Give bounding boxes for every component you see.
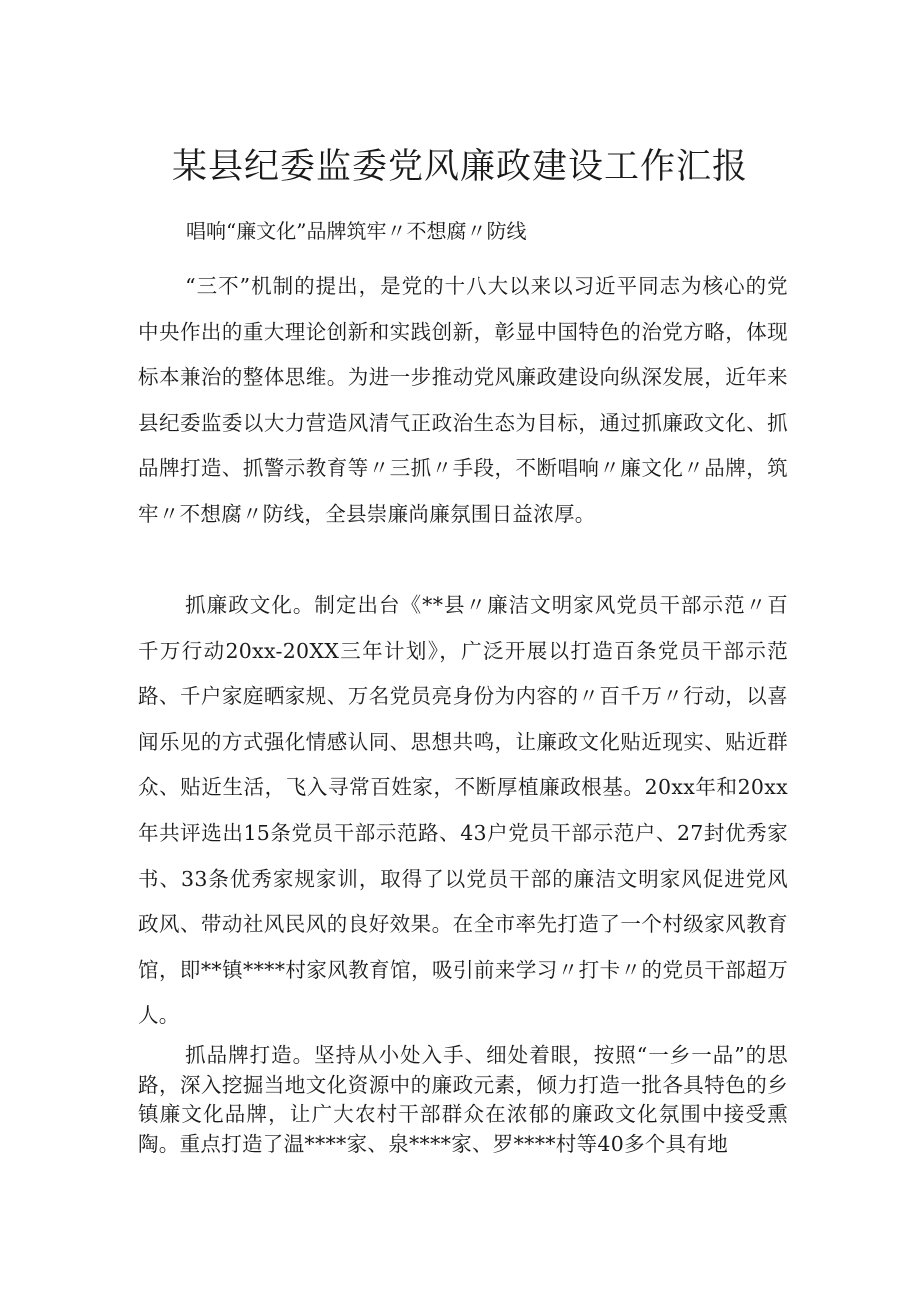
document-subtitle: 唱响“廉文化”品牌筑牢〃不想腐〃防线 <box>186 219 527 243</box>
document-title: 某县纪委监委党风廉政建设工作汇报 <box>171 147 748 187</box>
paragraph-intro: “三不”机制的提出，是党的十八大以来以习近平同志为核心的党中央作出的重大理论创新和实践创新，彰显中国特色的治党方略，体现标本兼治的整体思维。为进一步推动党风廉政建设向纵深发展，近年来县纪委监委以大力营造风清气正政治生态为目标，通过抓廉政文化、抓品牌打造、抓警示教育等〃三抓〃手段，不断唱响〃廉文化〃品牌，筑牢〃不想腐〃防线，全县崇廉尚廉氛围日益浓厚。 <box>138 274 788 526</box>
paragraph-clean-culture: 抓廉政文化。制定出台《**县〃廉洁文明家风党员干部示范〃百千万行动20xx-20XX三年计划》，广泛开展以打造百条党员干部示范路、千户家庭晒家规、万名党员亮身份为内容的〃百千万〃行动，以喜闻乐见的方式强化情感认同、思想共鸣，让廉政文化贴近现实、贴近群众、贴近生活，飞入寻常百姓家，不断厚植廉政根基。20xx年和20xx年共评选出15条党员干部示范路、43户党员干部示范户、27封优秀家书、33条优秀家规家训，取得了以党员干部的廉洁文明家风促进党风政风、带动社风民风的良好效果。在全市率先打造了一个村级家风教育馆，即**镇****村家风教育馆，吸引前来学习〃打卡〃的党员干部超万人。 <box>138 593 788 1028</box>
paragraph-brand-building: 抓品牌打造。坚持从小处入手、细处着眼，按照“一乡一品”的思路，深入挖掘当地文化资源中的廉政元素，倾力打造一批各具特色的乡镇廉文化品牌，让广大农村干部群众在浓郁的廉政文化氛围中接受熏陶。重点打造了温****家、泉****家、罗****村等40多个具有地 <box>138 1043 788 1156</box>
